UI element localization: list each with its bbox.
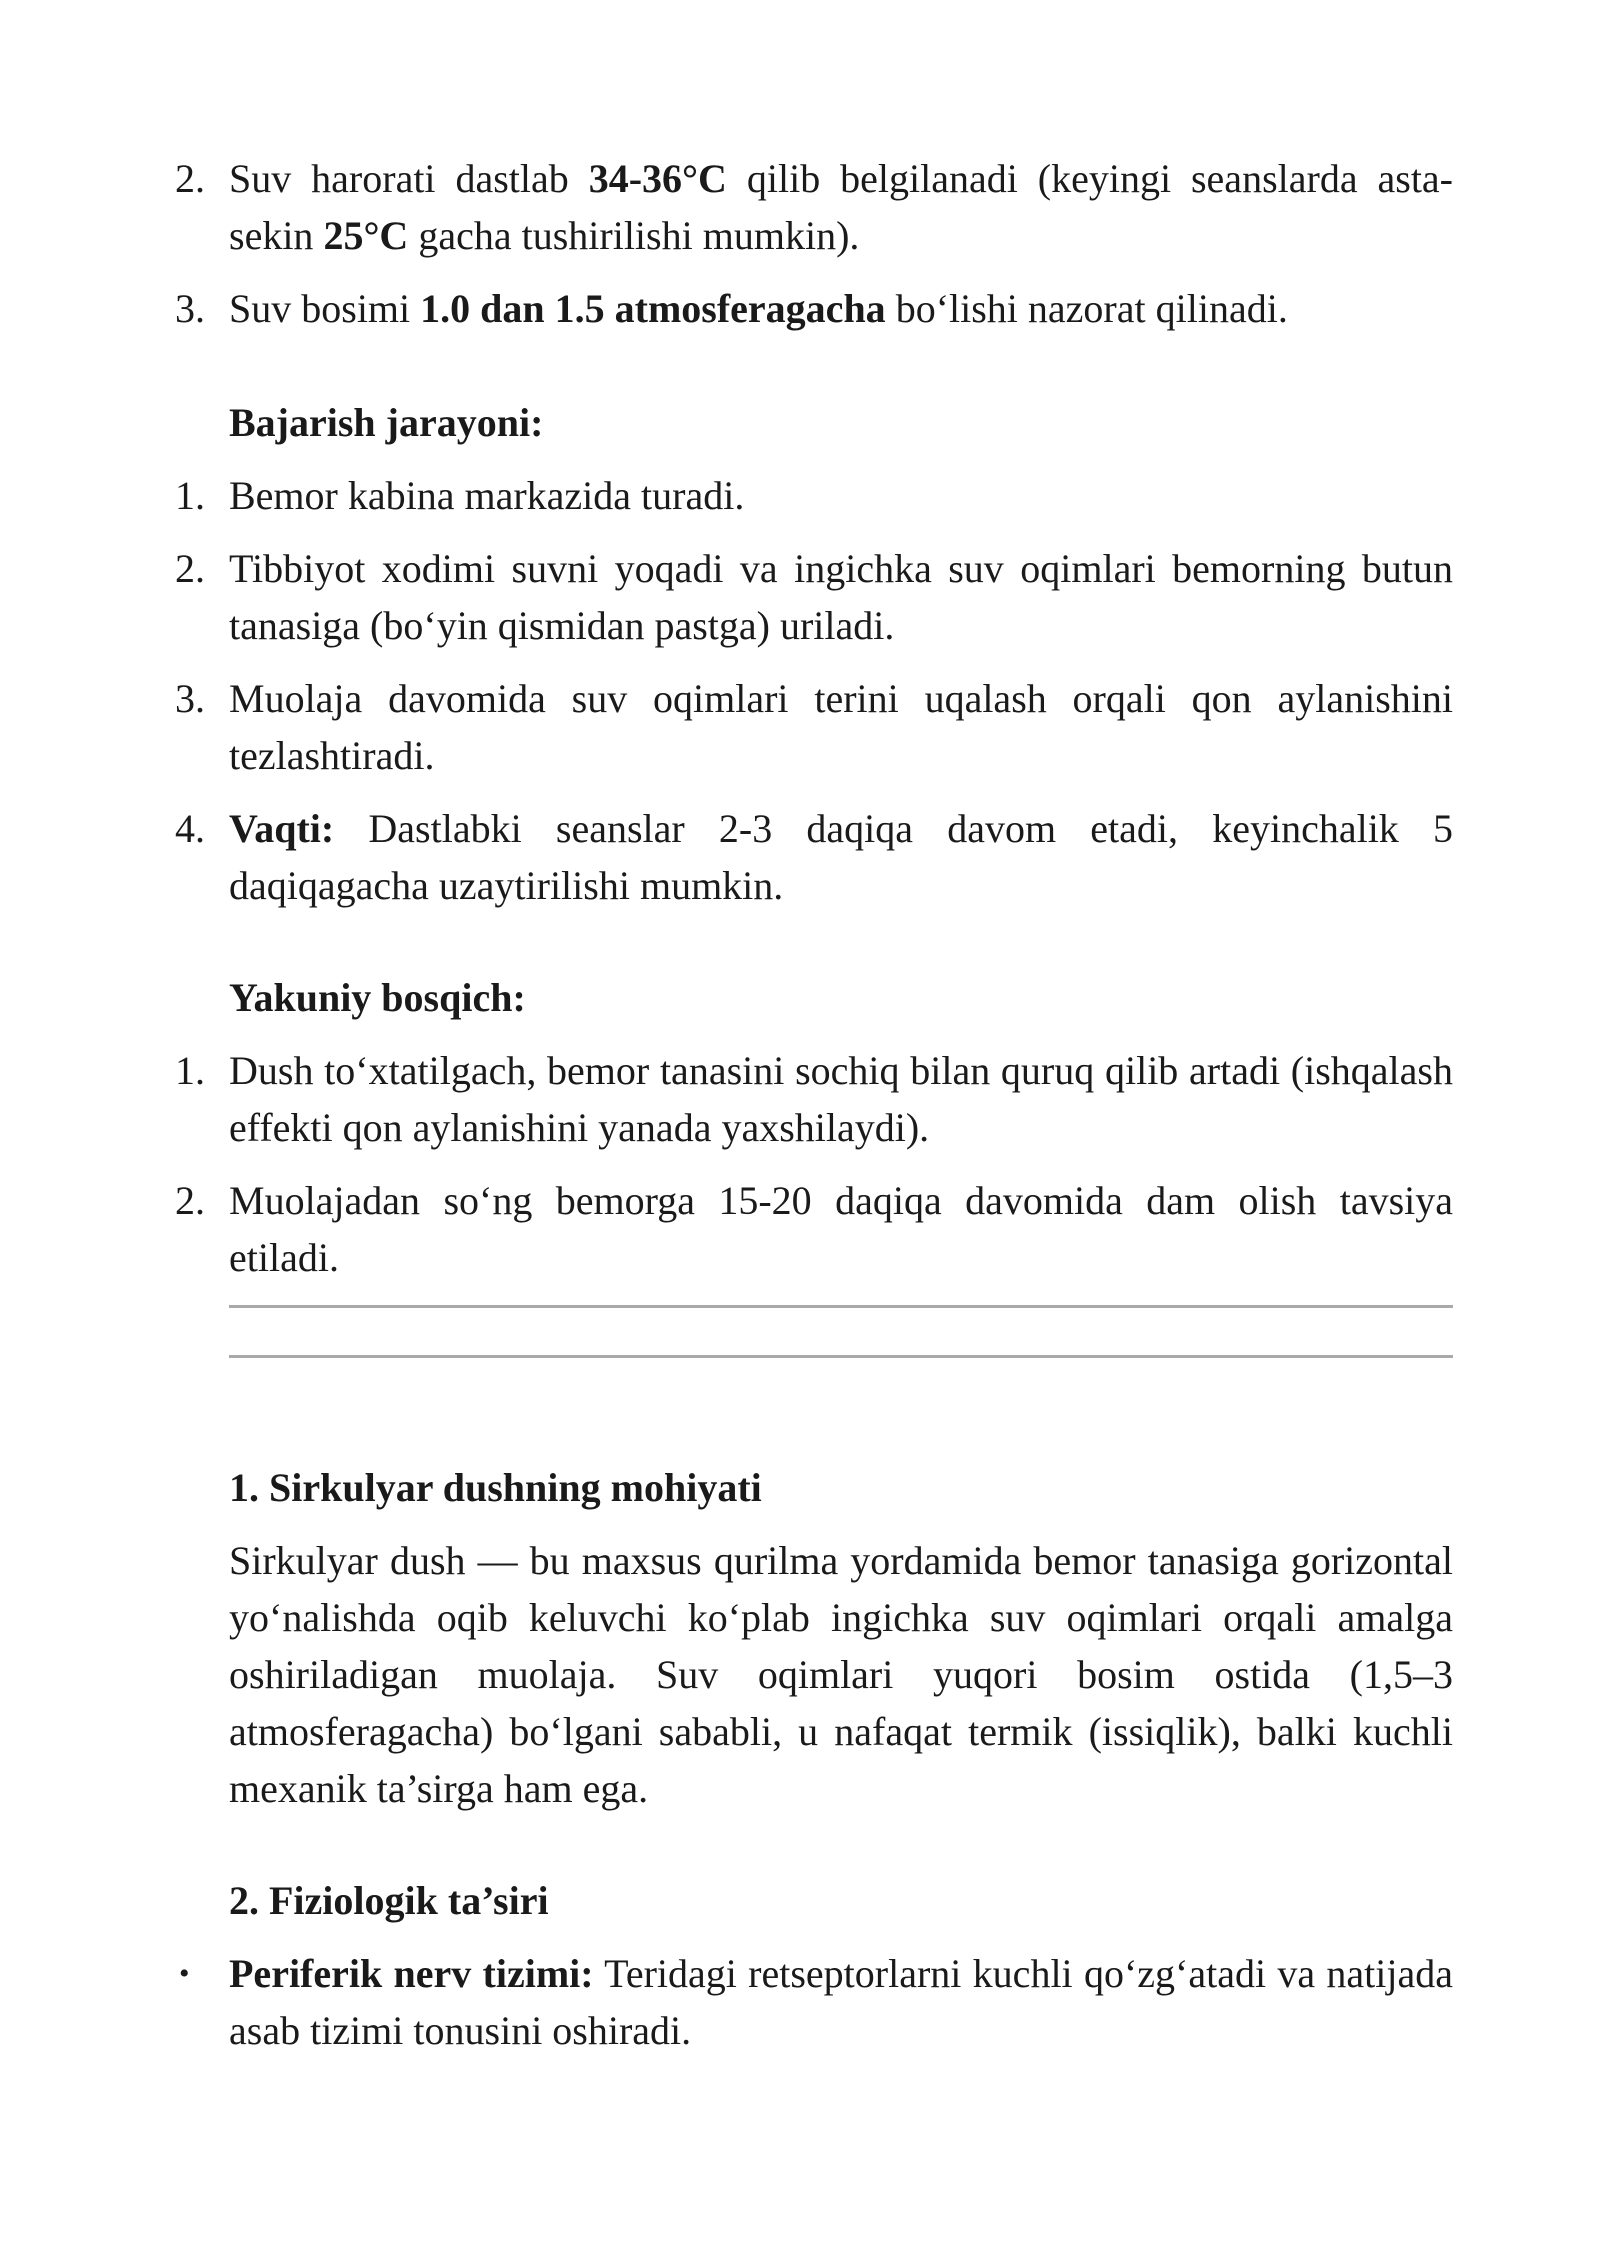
horizontal-divider bbox=[229, 1355, 1453, 1358]
list-item: 1. Bemor kabina markazida turadi. bbox=[229, 467, 1453, 524]
list-number: 2. bbox=[175, 1178, 205, 1223]
list-number: 2. bbox=[175, 546, 205, 591]
list-item: 4. Vaqti: Dastlabki seanslar 2-3 daqiqa davom etadi, keyinchalik 5 daqiqagacha uzaytirilishi mumkin. bbox=[229, 800, 1453, 914]
list-number: 1. bbox=[175, 473, 205, 518]
section-heading: 1. Sirkulyar dushning mohiyati bbox=[229, 1465, 762, 1510]
section-heading: Yakuniy bosqich: bbox=[229, 975, 526, 1020]
list-number: 1. bbox=[175, 1048, 205, 1093]
list-item: 2. Tibbiyot xodimi suvni yoqadi va ingichka suv oqimlari bemorning butun tanasiga (bo‘yin qismidan pastga) uriladi. bbox=[229, 540, 1453, 654]
bullet-item: • Periferik nerv tizimi: Teridagi retseptorlarni kuchli qo‘zg‘atadi va natijada asab tizimi tonusini oshiradi. bbox=[229, 1945, 1453, 2059]
final-stage-section bbox=[175, 969, 1453, 1286]
list-number: 2. bbox=[175, 156, 205, 201]
section-heading: 2. Fiziologik ta’siri bbox=[229, 1878, 549, 1923]
procedure-section bbox=[175, 394, 1453, 914]
list-item: 1. Dush to‘xtatilgach, bemor tanasini sochiq bilan quruq qilib artadi (ishqalash effekti qon aylanishini yanada yaxshilaydi). bbox=[229, 1042, 1453, 1156]
settings-list bbox=[175, 150, 1454, 337]
list-item: 3. Suv bosimi 1.0 dan 1.5 atmosferagacha bo‘lishi nazorat qilinadi. bbox=[229, 280, 1453, 337]
list-number: 3. bbox=[175, 676, 205, 721]
list-item: 3. Muolaja davomida suv oqimlari terini uqalash orqali qon aylanishini tezlashtiradi. bbox=[229, 670, 1453, 784]
section-heading: Bajarish jarayoni: bbox=[229, 400, 544, 445]
essence-section bbox=[229, 1459, 1453, 1817]
list-item: 2. Suv harorati dastlab 34-36°C qilib belgilanadi (keyingi seanslarda asta-sekin 25°C gacha tushirilishi mumkin). bbox=[229, 150, 1453, 264]
list-number: 4. bbox=[175, 806, 205, 851]
physiological-effect-section bbox=[179, 1872, 1453, 2059]
list-item: 2. Muolajadan so‘ng bemorga 15-20 daqiqa davomida dam olish tavsiya etiladi. bbox=[229, 1172, 1453, 1286]
bullet-icon: • bbox=[179, 1957, 190, 1990]
paragraph: Sirkulyar dush — bu maxsus qurilma yordamida bemor tanasiga gorizontal yo‘nalishda oqib keluvchi ko‘plab ingichka suv oqimlari orqali amalga oshiriladigan muolaja. Suv oqimlari yuqori bosim ostida (1,5–3 atmosferagacha) bo‘lgani sababli, u nafaqat termik (issiqlik), balki kuchli mexanik ta’sirga ham ega. bbox=[229, 1538, 1453, 1811]
horizontal-divider bbox=[229, 1305, 1453, 1308]
list-number: 3. bbox=[175, 286, 205, 331]
